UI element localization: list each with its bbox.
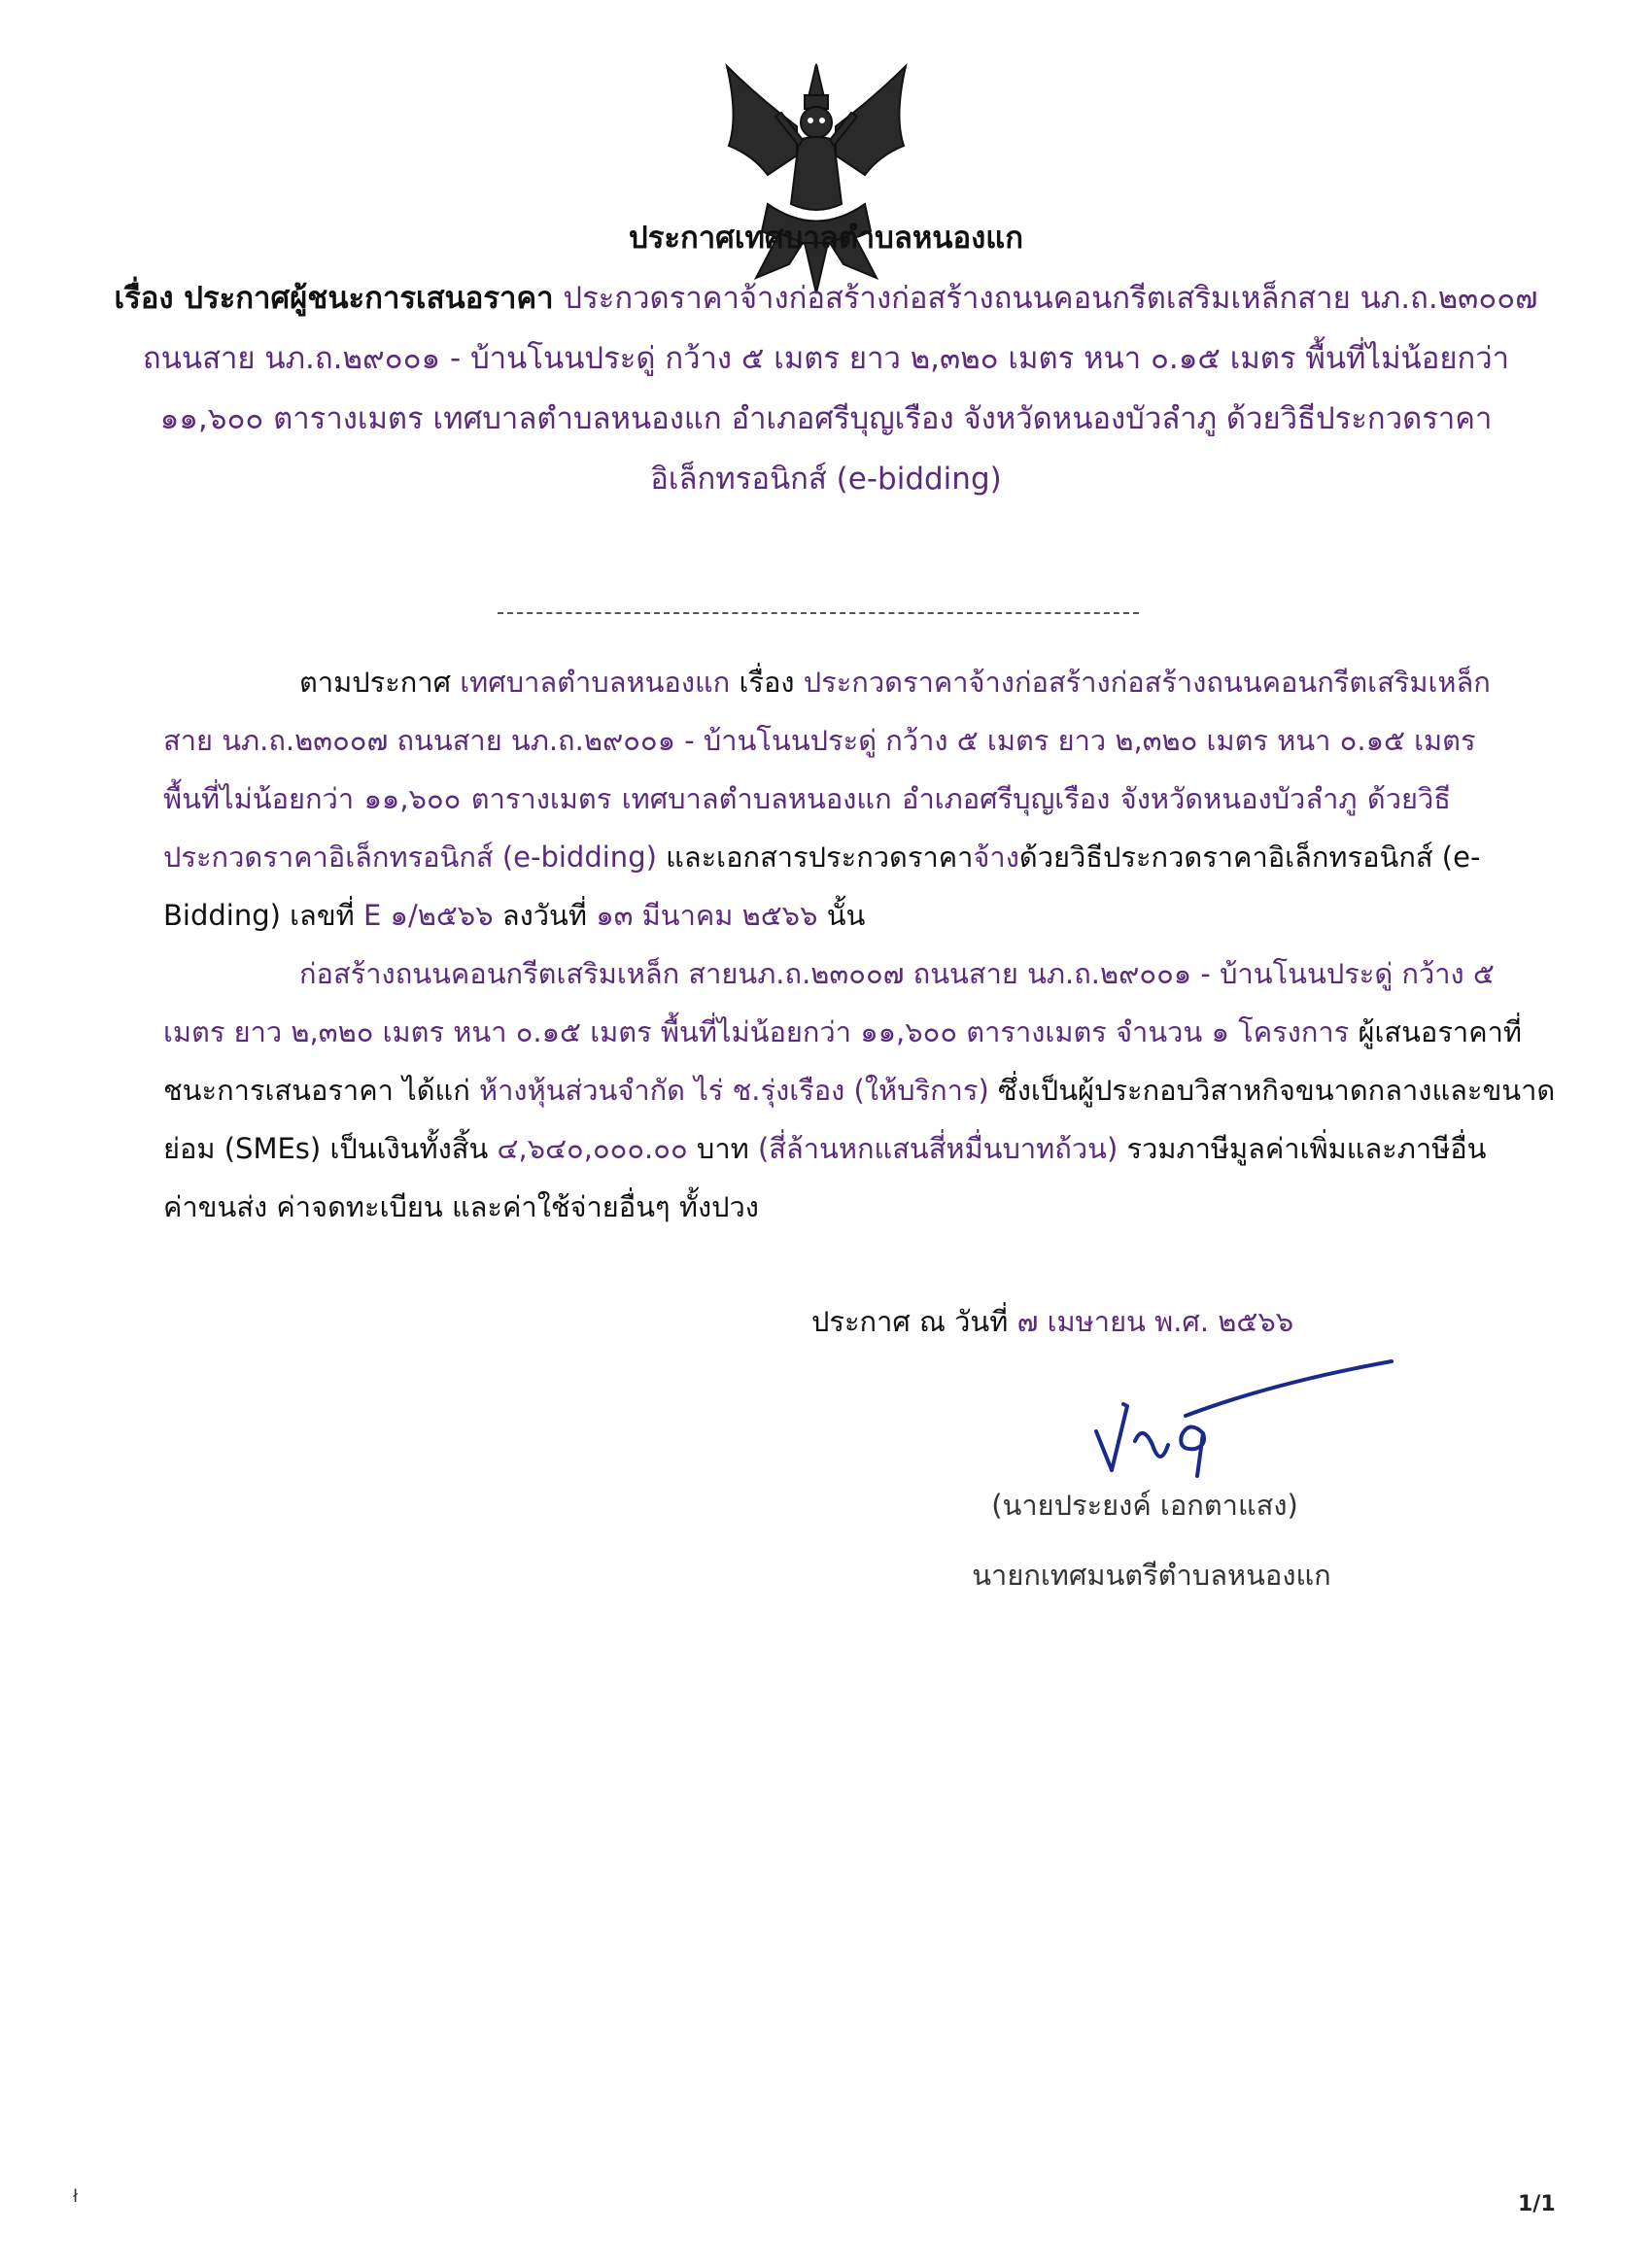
para2-line-1: ก่อสร้างถนนคอนกรีตเสริมเหล็ก สายนภ.ถ.๒๓๐๐๗ ถนนสาย นภ.ถ.๒๙๐๐๑ - บ้านโนนประดู่ กว้าง ๕ [299,957,1495,990]
p1-method-2: ด้วยวิธีประกวดราคาอิเล็กทรอนิกส์ (e- [1018,841,1481,874]
para2-line-3 [163,1061,1556,1119]
p2-winner-prefix: ชนะการเสนอราคา ได้แก่ [163,1074,470,1107]
footer-mark: ł [73,2186,79,2207]
p2-tax-text: รวมภาษีมูลค่าเพิ่มและภาษีอื่น [1126,1132,1487,1165]
para1-line-3: พื้นที่ไม่น้อยกว่า ๑๑,๖๐๐ ตารางเมตร เทศบาลตำบลหนองแก อำเภอศรีบุญเรือง จังหวัดหนองบัวลำภู ด้วยวิธี [163,782,1451,815]
p2-project: เมตร ยาว ๒,๓๒๐ เมตร หนา ๐.๑๕ เมตร พื้นที่ไม่น้อยกว่า ๑๑,๖๐๐ ตารางเมตร จำนวน ๑ โครงการ [163,1015,1350,1048]
p1-prefix: ตามประกาศ [299,666,452,699]
para1-line-2: สาย นภ.ถ.๒๓๐๐๗ ถนนสาย นภ.ถ.๒๙๐๐๑ - บ้านโนนประดู่ กว้าง ๕ เมตร ยาว ๒,๓๒๐ เมตร หนา ๐.๑๕ เมตร [163,724,1476,757]
para2-line-5: ค่าขนส่ง ค่าจดทะเบียน และค่าใช้จ่ายอื่นๆ ทั้งปวง [163,1190,759,1223]
para1-line-5 [163,886,1451,944]
p1-subject-label: เรื่อง [739,666,795,699]
document-title-line-1 [0,268,1652,328]
p2-winner-label: ผู้เสนอราคาที่ [1358,1015,1522,1048]
para1-line-4 [163,828,1481,886]
p1-subject: ประกวดราคาจ้างก่อสร้างก่อสร้างถนนคอนกรีตเสริมเหล็ก [803,666,1491,699]
p1-date-label: ลงวันที่ [501,899,587,932]
announcement-date [811,1292,1293,1351]
p2-sme-text: ซึ่งเป็นผู้ประกอบวิสาหกิจขนาดกลางและขนาด [998,1074,1556,1107]
p2-amount: ๔,๖๔๐,๐๐๐.๐๐ [497,1132,688,1165]
p1-docs: และเอกสารประกวดราคา [666,841,974,874]
subject-label: เรื่อง ประกาศผู้ชนะการเสนอราคา [114,281,554,316]
document-title-line-4: อิเล็กทรอนิกส์ (e-bidding) [650,462,1002,497]
p2-winner-name: ห้างหุ้นส่วนจำกัด ไร่ ช.รุ่งเรือง (ให้บริการ) [479,1074,989,1107]
p2-amount-label: ย่อม (SMEs) เป็นเงินทั้งสิ้น [163,1132,489,1165]
para1-line-1 [163,653,1491,711]
p1-date: ๑๓ มีนาคม ๒๕๖๖ [596,899,818,932]
p1-number-label: Bidding) เลขที่ [163,899,355,932]
date-label: ประกาศ ณ วันที่ [811,1305,1009,1338]
p1-end: นั้น [826,899,866,932]
p1-method: ประกวดราคาอิเล็กทรอนิกส์ (e-bidding) [163,841,657,874]
p2-amount-words: (สี่ล้านหกแสนสี่หมื่นบาทถ้วน) [757,1132,1119,1165]
p2-currency: บาท [696,1132,749,1165]
org-prefix: ประกาศเทศบาลตำบลหนองแก [629,221,1023,256]
document-header-org [0,208,1652,268]
signer-title: นายกเทศมนตรีตำบลหนองแก [972,1559,1331,1592]
title-text-1: ประกวดราคาจ้างก่อสร้างก่อสร้างถนนคอนกรีตเสริมเหล็กสาย นภ.ถ.๒๓๐๐๗ [563,281,1538,316]
document-title-line-3: ๑๑,๖๐๐ ตารางเมตร เทศบาลตำบลหนองแก อำเภอศรีบุญเรือง จังหวัดหนองบัวลำภู ด้วยวิธีประกวดราคา [159,401,1493,436]
signer-name: (นายประยงค์ เอกตาแสง) [991,1489,1298,1522]
p1-hire: จ้าง [973,841,1019,874]
p1-number: E ๑/๒๕๖๖ [363,899,494,932]
dashed-separator [498,612,1139,614]
page-number: 1/1 [1518,2192,1556,2216]
para2-line-4 [163,1119,1487,1178]
p1-org: เทศบาลตำบลหนองแก [460,666,731,699]
document-title-line-2: ถนนสาย นภ.ถ.๒๙๐๐๑ - บ้านโนนประดู่ กว้าง ๕ เมตร ยาว ๒,๓๒๐ เมตร หนา ๐.๑๕ เมตร พื้นที่ไม่น้อยกว่า [142,341,1510,376]
para2-line-2 [163,1003,1522,1061]
handwritten-signature [1088,1356,1399,1482]
date-value: ๗ เมษายน พ.ศ. ๒๕๖๖ [1016,1305,1294,1338]
